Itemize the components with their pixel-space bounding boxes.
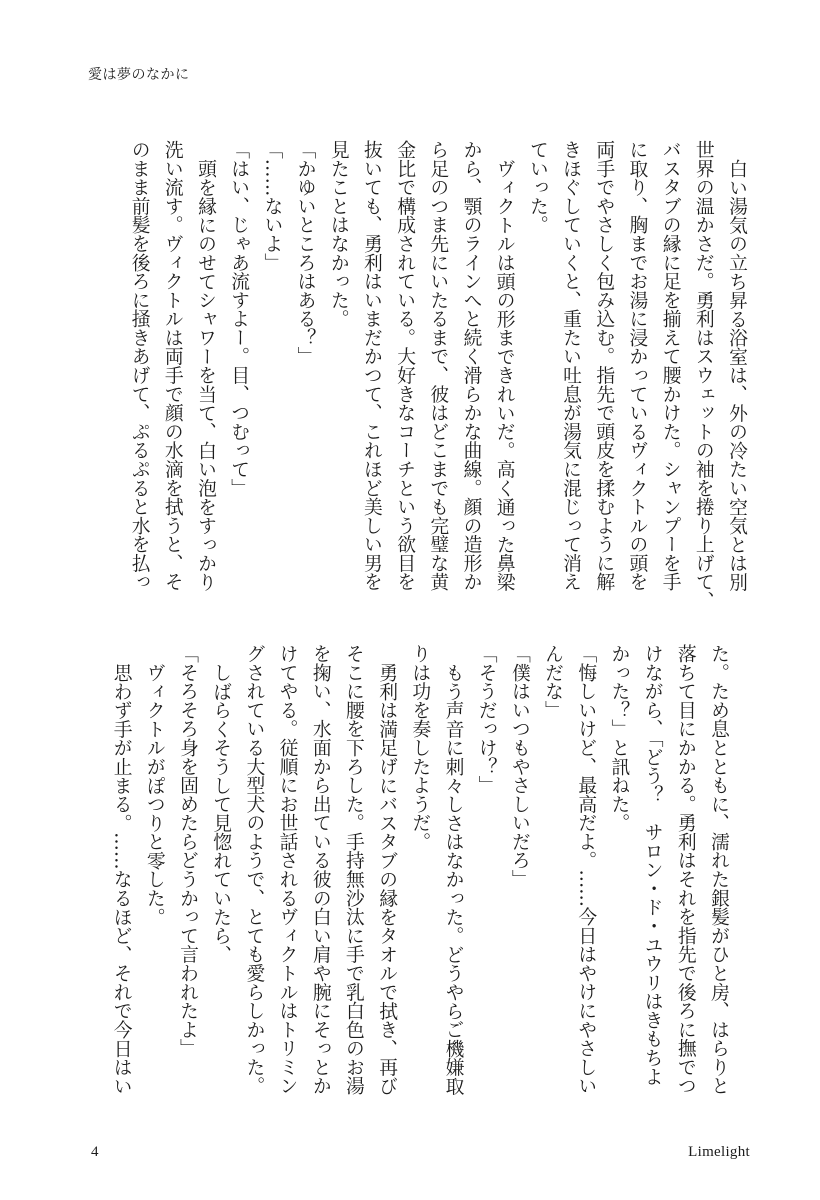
dialogue-column: 「そうだっけ？」 — [475, 644, 497, 795]
text-column: 洗い流す。ヴィクトルは両手で顔の水滴を拭うと、そ — [161, 140, 183, 591]
text-column: 見たことはなかった。 — [327, 140, 349, 328]
text-column: けてやる。従順にお世話されるヴィクトルはトリミン — [276, 644, 298, 1095]
text-column: 勇利は満足げにバスタブの縁をタオルで拭き、再び — [376, 662, 398, 1095]
dialogue-column: 「そろそろ身を固めたらどうかって言われたよ」 — [177, 644, 198, 1058]
text-column: 金比で構成されている。大好きなコーチという欲目を — [394, 140, 416, 591]
text-column: 落ちて目にかかる。勇利はそれを指先で後ろに撫でつ — [674, 644, 696, 1095]
text-column: ヴィクトルがぽつりと零した。 — [143, 662, 165, 926]
text-column: ヴィクトルは頭の形まできれいだ。高く通った鼻梁 — [493, 158, 515, 591]
lower-text-block — [104, 644, 735, 1096]
text-column: バスタブの縁に足を揃えて腰かけた。シャンプーを手 — [659, 140, 681, 591]
dialogue-column: んだな」 — [542, 644, 564, 720]
text-column: けながら、「どう？ サロン・ド・ユウリはきもちよ — [641, 644, 663, 1086]
text-column: を掬い、水面から出ている彼の白い肩や腕にそっとか — [309, 644, 331, 1095]
text-column: ていった。 — [526, 140, 548, 234]
text-column: グされている大型犬のようで、とても愛らしかった。 — [243, 644, 265, 1095]
dialogue-column: 「……ないよ」 — [261, 140, 283, 272]
text-column: から、顎のラインへと続く滑らかな曲線。顔の造形か — [460, 140, 482, 591]
upper-text-block — [122, 140, 753, 610]
text-column: た。ため息とともに、濡れた銀髪がひと房、はらりと — [708, 644, 729, 1095]
dialogue-column: 「はい、じゃあ流すよー。目、つむって」 — [228, 140, 250, 498]
dialogue-column: 「悔しいけど、最高だよ。……今日はやけにやさしい — [575, 644, 597, 1095]
text-column: 頭を縁にのせてシャワーを当て、白い泡をすっかり — [195, 158, 216, 591]
text-column: 抜いても、勇利はいまだかつて、これほど美しい男を — [360, 140, 382, 591]
text-column: 白い湯気の立ち昇る浴室は、外の冷たい空気とは別 — [726, 158, 747, 591]
text-column: しばらくそうして見惚れていたら、 — [210, 662, 232, 964]
text-column: かった？」と訊ねた。 — [608, 644, 630, 832]
text-column: りは功を奏したようだ。 — [409, 644, 431, 851]
page-number: 4 — [91, 1144, 99, 1160]
book-title: Limelight — [688, 1144, 750, 1160]
text-column: 両手でやさしく包み込む。指先で頭皮を揉むように解 — [593, 140, 615, 591]
text-column: 思わず手が止まる。……なるほど、それで今日はい — [110, 662, 132, 1095]
text-column: もう声音に刺々しさはなかった。どうやらご機嫌取 — [442, 662, 464, 1095]
text-column: のまま前髪を後ろに掻きあげて、ぷるぷると水を払っ — [128, 140, 150, 591]
dialogue-column: 「僕はいつもやさしいだろ」 — [508, 644, 530, 889]
dialogue-column: 「かゆいところはある？」 — [294, 140, 316, 366]
text-column: 世界の温かさだ。勇利はスウェットの袖を捲り上げて、 — [692, 140, 714, 610]
text-column: そこに腰を下ろした。手持無沙汰に手で乳白色のお湯 — [342, 644, 364, 1095]
text-column: に取り、胸までお湯に浸かっているヴィクトルの頭を — [626, 140, 648, 591]
text-column: きほぐしていくと、重たい吐息が湯気に混じって消え — [560, 140, 582, 591]
text-column: ら足のつま先にいたるまで、彼はどこまでも完璧な黄 — [427, 140, 449, 591]
running-header: 愛は夢のなかに — [88, 67, 190, 83]
